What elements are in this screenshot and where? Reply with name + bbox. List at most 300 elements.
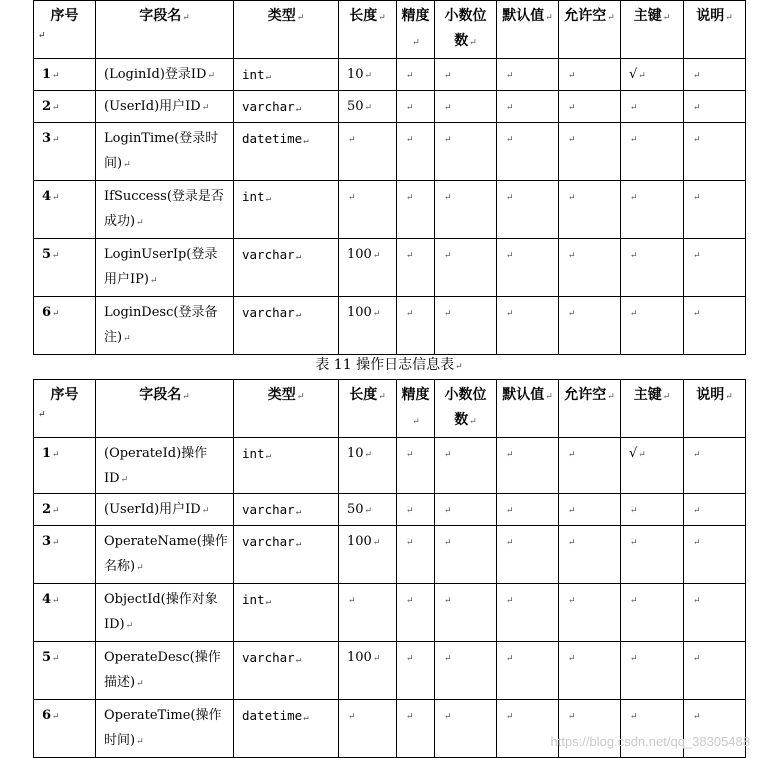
cell-empty (684, 123, 746, 181)
cell-text: OperateTime(操作时间) (104, 708, 222, 748)
cell-empty (497, 91, 559, 123)
cell-type (234, 700, 339, 758)
return-mark: ↵ (406, 596, 414, 606)
column-header-label: 默认值 (502, 8, 545, 24)
return-mark: ↵ (506, 251, 514, 261)
column-header-label: 默认值 (502, 387, 545, 403)
column-header (497, 1, 559, 59)
return-mark: ↵ (125, 621, 134, 631)
return-mark: ↵ (265, 451, 271, 461)
return-mark: ↵ (295, 655, 302, 665)
cell-empty (684, 59, 746, 91)
return-mark: ↵ (412, 417, 420, 427)
return-mark: ↵ (265, 72, 271, 82)
cell-text: 5 (42, 650, 52, 665)
column-header-label: 序号 (50, 387, 79, 403)
primary-key-check: √ (629, 67, 638, 82)
column-header-label: 说明 (696, 387, 725, 403)
cell-text: LoginDesc(登录备注) (104, 305, 218, 345)
cell-empty (435, 123, 497, 181)
cell-empty (621, 526, 684, 584)
cell-text: ObjectId(操作对象ID) (104, 592, 218, 632)
return-mark: ↵ (348, 712, 356, 722)
return-mark: ↵ (506, 71, 514, 81)
cell-empty (621, 642, 684, 700)
cell-length (339, 494, 397, 526)
return-mark: ↵ (444, 193, 452, 203)
return-mark: ↵ (348, 135, 356, 145)
cell-text: 2 (42, 502, 52, 517)
cell-text: int (242, 189, 265, 204)
return-mark: ↵ (123, 334, 131, 344)
return-mark: ↵ (364, 506, 373, 516)
column-header-label: 字段名 (139, 8, 182, 24)
cell-empty (435, 494, 497, 526)
cell-empty (684, 91, 746, 123)
return-mark: ↵ (378, 13, 386, 23)
cell-no (34, 91, 96, 123)
cell-text: varchar (242, 99, 295, 114)
column-header-label: 序号 (50, 8, 79, 24)
cell-text: (LoginId)登录ID (104, 67, 207, 82)
cell-empty (497, 181, 559, 239)
cell-length (339, 239, 397, 297)
return-mark: ↵ (506, 309, 514, 319)
column-header (34, 1, 96, 59)
return-mark: ↵ (406, 506, 414, 516)
column-header-label: 主键 (633, 387, 662, 403)
cell-no (34, 181, 96, 239)
return-mark: ↵ (638, 450, 646, 460)
cell-text: 4 (42, 592, 52, 607)
return-mark: ↵ (303, 136, 309, 146)
primary-key-check: √ (629, 446, 638, 461)
return-mark: ↵ (444, 596, 452, 606)
cell-empty (559, 91, 621, 123)
return-mark: ↵ (630, 309, 638, 319)
return-mark: ↵ (630, 103, 638, 113)
column-header (339, 380, 397, 438)
return-mark: ↵ (630, 712, 638, 722)
return-mark: ↵ (455, 362, 463, 372)
table-header-row (34, 1, 746, 59)
cell-empty (397, 700, 435, 758)
cell-length (339, 91, 397, 123)
return-mark: ↵ (406, 71, 414, 81)
cell-field (96, 438, 234, 494)
return-mark: ↵ (506, 450, 514, 460)
return-mark: ↵ (406, 251, 414, 261)
return-mark: ↵ (444, 654, 452, 664)
return-mark: ↵ (693, 309, 701, 319)
return-mark: ↵ (568, 596, 576, 606)
return-mark: ↵ (630, 251, 638, 261)
caption-text: 表 11 操作日志信息表 (315, 357, 455, 373)
cell-empty (497, 584, 559, 642)
cell-text: int (242, 67, 265, 82)
return-mark: ↵ (406, 450, 414, 460)
cell-empty (435, 59, 497, 91)
cell-type (234, 181, 339, 239)
return-mark: ↵ (265, 597, 271, 607)
return-mark: ↵ (295, 507, 302, 517)
return-mark: ↵ (52, 596, 60, 606)
cell-type (234, 438, 339, 494)
cell-field (96, 297, 234, 355)
column-header-label: 小数位数 (444, 387, 487, 428)
cell-empty (621, 123, 684, 181)
return-mark: ↵ (630, 193, 638, 203)
return-mark: ↵ (693, 103, 701, 113)
return-mark: ↵ (52, 654, 60, 664)
return-mark: ↵ (52, 135, 60, 145)
cell-text: 4 (42, 189, 52, 204)
return-mark: ↵ (444, 71, 452, 81)
return-mark: ↵ (506, 712, 514, 722)
cell-empty (397, 297, 435, 355)
table-row (34, 494, 746, 526)
return-mark: ↵ (364, 71, 373, 81)
cell-length (339, 297, 397, 355)
return-mark: ↵ (444, 506, 452, 516)
column-header (435, 1, 497, 59)
cell-field (96, 181, 234, 239)
return-mark: ↵ (295, 104, 302, 114)
return-mark: ↵ (662, 392, 671, 402)
cell-empty (497, 438, 559, 494)
column-header (684, 1, 746, 59)
cell-no (34, 642, 96, 700)
return-mark: ↵ (182, 13, 190, 23)
cell-empty (559, 584, 621, 642)
cell-no (34, 297, 96, 355)
return-mark: ↵ (201, 506, 210, 516)
return-mark: ↵ (693, 193, 701, 203)
return-mark: ↵ (725, 13, 733, 23)
cell-field (96, 526, 234, 584)
return-mark: ↵ (693, 450, 701, 460)
return-mark: ↵ (725, 392, 733, 402)
return-mark: ↵ (136, 563, 144, 573)
cell-empty (559, 494, 621, 526)
return-mark: ↵ (506, 103, 514, 113)
column-header (34, 380, 96, 438)
cell-length (339, 642, 397, 700)
cell-length (339, 526, 397, 584)
return-mark: ↵ (52, 538, 60, 548)
cell-type (234, 123, 339, 181)
cell-length (339, 438, 397, 494)
cell-field (96, 123, 234, 181)
column-header-label: 精度 (401, 387, 430, 403)
return-mark: ↵ (296, 392, 305, 402)
cell-field (96, 494, 234, 526)
return-mark: ↵ (693, 538, 701, 548)
cell-text: OperateName(操作名称) (104, 534, 228, 574)
return-mark: ↵ (52, 712, 60, 722)
cell-empty (621, 297, 684, 355)
cell-empty (497, 494, 559, 526)
cell-text: 1 (42, 67, 52, 82)
return-mark: ↵ (444, 450, 452, 460)
cell-text: 1 (42, 446, 52, 461)
return-mark: ↵ (52, 193, 60, 203)
cell-type (234, 297, 339, 355)
cell-empty (559, 526, 621, 584)
cell-empty (397, 438, 435, 494)
cell-empty (435, 642, 497, 700)
cell-type (234, 642, 339, 700)
cell-empty (397, 494, 435, 526)
cell-empty (497, 59, 559, 91)
return-mark: ↵ (630, 506, 638, 516)
column-header (621, 1, 684, 59)
return-mark: ↵ (406, 309, 414, 319)
cell-empty (497, 700, 559, 758)
cell-field (96, 91, 234, 123)
cell-empty (397, 123, 435, 181)
return-mark: ↵ (444, 103, 452, 113)
return-mark: ↵ (469, 38, 477, 48)
cell-text: 10 (347, 67, 364, 82)
cell-text: varchar (242, 305, 295, 320)
return-mark: ↵ (506, 193, 514, 203)
cell-empty (559, 438, 621, 494)
return-mark: ↵ (372, 654, 381, 664)
column-header (621, 380, 684, 438)
return-mark: ↵ (52, 506, 60, 516)
cell-type (234, 494, 339, 526)
cell-empty (435, 584, 497, 642)
return-mark: ↵ (568, 712, 576, 722)
cell-text: 3 (42, 131, 52, 146)
cell-empty (684, 494, 746, 526)
cell-empty (435, 297, 497, 355)
return-mark: ↵ (348, 596, 356, 606)
return-mark: ↵ (38, 31, 46, 41)
cell-type (234, 584, 339, 642)
cell-empty (559, 297, 621, 355)
table-header-row (34, 380, 746, 438)
cell-field (96, 700, 234, 758)
return-mark: ↵ (295, 539, 302, 549)
cell-text: varchar (242, 502, 295, 517)
column-header (684, 380, 746, 438)
cell-text: 2 (42, 99, 52, 114)
table-row (34, 181, 746, 239)
column-header-label: 精度 (401, 8, 430, 24)
column-header-label: 小数位数 (444, 8, 487, 49)
cell-type (234, 239, 339, 297)
table-row (34, 297, 746, 355)
return-mark: ↵ (568, 506, 576, 516)
column-header-label: 说明 (696, 8, 725, 24)
table-row (34, 123, 746, 181)
return-mark: ↵ (662, 13, 671, 23)
cell-length (339, 700, 397, 758)
cell-text: varchar (242, 650, 295, 665)
cell-field (96, 59, 234, 91)
cell-empty (621, 181, 684, 239)
cell-no (34, 438, 96, 494)
table-row (34, 239, 746, 297)
cell-text: 100 (347, 247, 372, 262)
column-header (234, 1, 339, 59)
table-caption (33, 353, 745, 379)
return-mark: ↵ (372, 538, 381, 548)
cell-length (339, 181, 397, 239)
cell-no (34, 239, 96, 297)
cell-text: LoginTime(登录时间) (104, 131, 219, 171)
cell-field (96, 239, 234, 297)
cell-empty (621, 494, 684, 526)
cell-empty (497, 526, 559, 584)
return-mark: ↵ (693, 135, 701, 145)
cell-text: 6 (42, 708, 52, 723)
cell-empty (435, 526, 497, 584)
cell-text: 100 (347, 534, 372, 549)
cell-empty (397, 91, 435, 123)
cell-type (234, 59, 339, 91)
cell-text: datetime (242, 131, 303, 146)
return-mark: ↵ (406, 103, 414, 113)
return-mark: ↵ (207, 71, 216, 81)
return-mark: ↵ (607, 13, 615, 23)
cell-empty (559, 181, 621, 239)
return-mark: ↵ (52, 103, 60, 113)
return-mark: ↵ (444, 309, 452, 319)
cell-empty (435, 181, 497, 239)
cell-empty (435, 438, 497, 494)
table-body (34, 59, 746, 355)
column-header-label: 类型 (267, 8, 296, 24)
column-header-label: 允许空 (564, 387, 607, 403)
return-mark: ↵ (469, 417, 477, 427)
table-row (34, 91, 746, 123)
column-header (234, 380, 339, 438)
return-mark: ↵ (295, 252, 302, 262)
cell-empty (435, 239, 497, 297)
watermark: https://blog.csdn.net/qq_38305488 (550, 734, 750, 749)
return-mark: ↵ (378, 392, 386, 402)
return-mark: ↵ (693, 71, 701, 81)
cell-field (96, 642, 234, 700)
return-mark: ↵ (693, 251, 701, 261)
cell-no (34, 59, 96, 91)
cell-empty (435, 91, 497, 123)
column-header-label: 字段名 (139, 387, 182, 403)
return-mark: ↵ (545, 392, 553, 402)
cell-empty (497, 239, 559, 297)
cell-text: int (242, 446, 265, 461)
return-mark: ↵ (372, 251, 381, 261)
cell-empty (621, 91, 684, 123)
column-header (559, 380, 621, 438)
cell-empty (397, 181, 435, 239)
cell-empty (684, 526, 746, 584)
column-header (96, 1, 234, 59)
cell-empty (684, 584, 746, 642)
return-mark: ↵ (506, 506, 514, 516)
column-header (339, 1, 397, 59)
return-mark: ↵ (630, 654, 638, 664)
return-mark: ↵ (568, 538, 576, 548)
return-mark: ↵ (638, 71, 646, 81)
return-mark: ↵ (444, 135, 452, 145)
column-header (435, 380, 497, 438)
return-mark: ↵ (364, 103, 373, 113)
cell-text: int (242, 592, 265, 607)
cell-length (339, 59, 397, 91)
return-mark: ↵ (568, 654, 576, 664)
cell-field (96, 584, 234, 642)
cell-text: IfSuccess(登录是否成功) (104, 189, 224, 229)
return-mark: ↵ (406, 538, 414, 548)
cell-text: LoginUserIp(登录用户IP) (104, 247, 218, 287)
return-mark: ↵ (444, 538, 452, 548)
cell-length (339, 123, 397, 181)
return-mark: ↵ (568, 450, 576, 460)
cell-empty (684, 438, 746, 494)
table-row (34, 59, 746, 91)
cell-no (34, 123, 96, 181)
cell-empty (684, 239, 746, 297)
return-mark: ↵ (136, 679, 144, 689)
cell-empty (684, 181, 746, 239)
cell-empty (397, 239, 435, 297)
cell-empty (497, 297, 559, 355)
return-mark: ↵ (123, 160, 131, 170)
return-mark: ↵ (568, 251, 576, 261)
return-mark: ↵ (444, 712, 452, 722)
return-mark: ↵ (568, 135, 576, 145)
return-mark: ↵ (52, 309, 60, 319)
cell-text: 100 (347, 305, 372, 320)
return-mark: ↵ (265, 194, 271, 204)
column-header (497, 380, 559, 438)
return-mark: ↵ (568, 103, 576, 113)
return-mark: ↵ (364, 450, 373, 460)
cell-no (34, 494, 96, 526)
login-log-table (33, 0, 746, 355)
cell-empty (559, 642, 621, 700)
return-mark: ↵ (136, 218, 144, 228)
cell-no (34, 700, 96, 758)
cell-text: 50 (347, 99, 364, 114)
cell-text: 100 (347, 650, 372, 665)
return-mark: ↵ (630, 538, 638, 548)
cell-text: varchar (242, 534, 295, 549)
cell-no (34, 526, 96, 584)
table-row (34, 642, 746, 700)
cell-empty (684, 642, 746, 700)
return-mark: ↵ (630, 596, 638, 606)
cell-text: (UserId)用户ID (104, 99, 201, 114)
column-header-label: 类型 (267, 387, 296, 403)
cell-text: 6 (42, 305, 52, 320)
cell-text: 3 (42, 534, 52, 549)
cell-empty (621, 239, 684, 297)
cell-text: varchar (242, 247, 295, 262)
return-mark: ↵ (568, 309, 576, 319)
table-body (34, 438, 746, 758)
return-mark: ↵ (406, 135, 414, 145)
return-mark: ↵ (120, 475, 129, 485)
return-mark: ↵ (406, 193, 414, 203)
return-mark: ↵ (182, 392, 190, 402)
return-mark: ↵ (52, 450, 60, 460)
return-mark: ↵ (295, 310, 302, 320)
